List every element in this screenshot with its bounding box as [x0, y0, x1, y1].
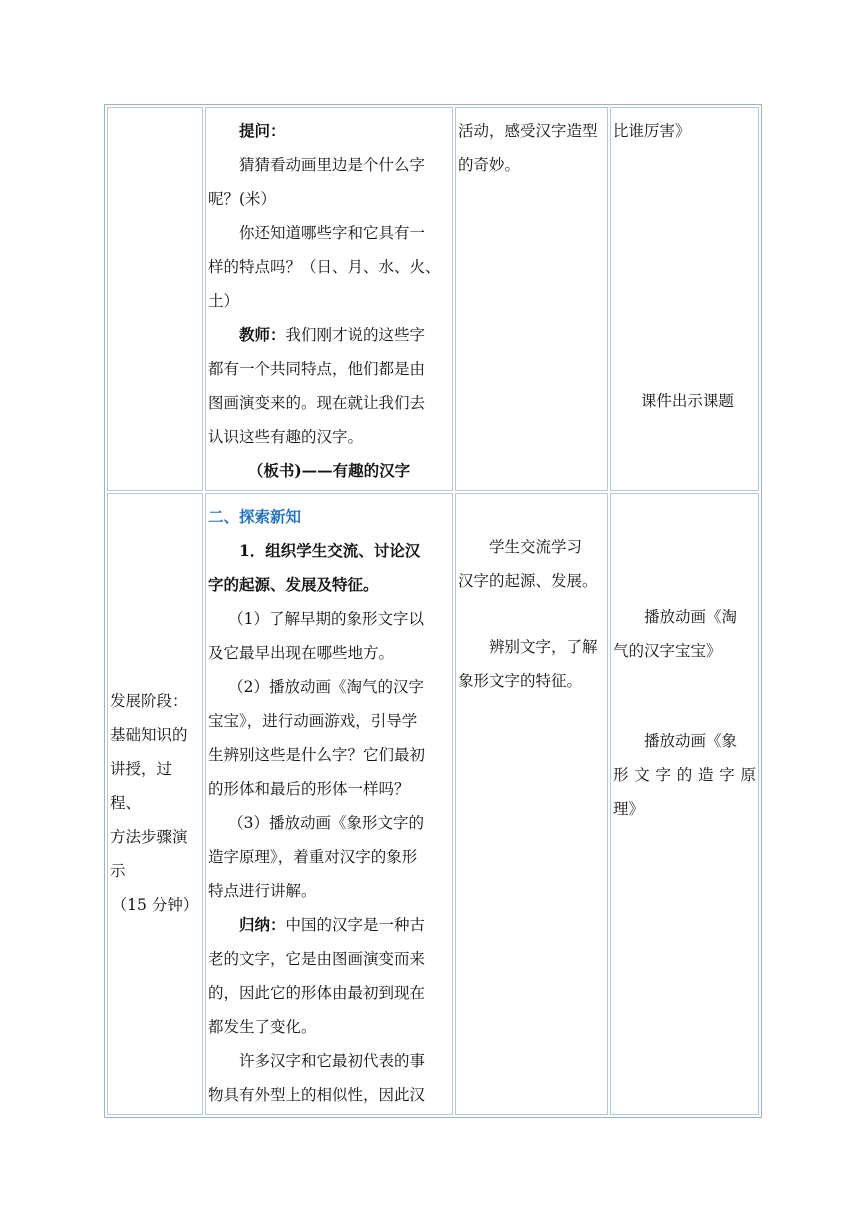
paragraph-text: 特点进行讲解。: [208, 882, 317, 900]
item-heading: 字的起源、发展及特征。: [208, 575, 379, 594]
summary-text: 都发生了变化。: [208, 1018, 317, 1036]
teacher-label: 教师：: [239, 325, 286, 344]
stage-duration: （15 分钟）: [111, 896, 199, 914]
paragraph-text: （3）播放动画《象形文字的: [228, 814, 425, 832]
paragraph-text: 及它最早出现在哪些地方。: [208, 644, 395, 662]
board-title: （板书)——有趣的汉字: [247, 461, 411, 480]
question-text: 样的特点吗？（日、月、水、火、: [208, 258, 441, 276]
media-text: 气的汉字宝宝》: [613, 642, 722, 660]
stage-text: 示: [110, 862, 126, 880]
paragraph-text: 物具有外型上的相似性，因此汉: [208, 1086, 426, 1104]
student-text: 汉字的起源、发展。: [458, 572, 598, 590]
summary-label: 归纳：: [239, 915, 286, 934]
student-text: 活动，感受汉字造型: [458, 122, 598, 140]
table-row: [107, 107, 759, 491]
question-text: 猜猜看动画里边是个什么字: [239, 156, 426, 174]
paragraph-text: 许多汉字和它最初代表的事: [239, 1052, 426, 1070]
teacher-text: 认识这些有趣的汉字。: [208, 428, 364, 446]
paragraph-text: 造字原理》，着重对汉字的象形: [208, 848, 418, 866]
media-text: 形文字的造字原: [613, 766, 756, 784]
spacer: [458, 598, 605, 630]
stage-cell: [107, 493, 203, 1115]
student-activity-cell: [455, 493, 608, 1115]
summary-text: 的，因此它的形体由最初到现在: [208, 984, 426, 1002]
spacer: [458, 500, 605, 530]
paragraph-text: （2）播放动画《淘气的汉字: [228, 678, 425, 696]
teacher-text: 都有一个共同特点，他们都是由: [208, 360, 426, 378]
student-text: 学生交流学习: [489, 538, 583, 556]
teacher-activity-cell: [205, 107, 453, 491]
lesson-plan-table: [104, 104, 762, 1118]
question-heading: 提问：: [239, 121, 286, 140]
item-heading: 1．组织学生交流、讨论汉: [239, 541, 421, 560]
paragraph-text: 生辨别这些是什么字？它们最初: [208, 746, 426, 764]
stage-text: 发展阶段：: [110, 692, 188, 710]
media-text: 比谁厉害》: [613, 122, 691, 140]
paragraph-text: 的形体和最后的形体一样吗？: [208, 780, 410, 798]
spacer: [613, 148, 756, 384]
summary-text: 归纳：中国的汉字是一种古: [239, 915, 426, 934]
student-text: 象形文字的特征。: [458, 672, 583, 690]
stage-cell: [107, 107, 203, 491]
media-cell: [610, 107, 759, 491]
teacher-activity-cell: [205, 493, 453, 1115]
media-text: 播放动画《象: [644, 732, 738, 750]
table-row: [107, 493, 759, 1115]
question-text: 呢？(米）: [208, 190, 277, 208]
student-activity-cell: [455, 107, 608, 491]
question-text: 你还知道哪些字和它具有一: [239, 224, 426, 242]
student-text: 辨别文字，了解: [489, 638, 598, 656]
media-cell: [610, 493, 759, 1115]
spacer: [613, 668, 756, 724]
question-text: 土）: [208, 292, 240, 310]
teacher-text: 教师：我们刚才说的这些字: [239, 325, 426, 344]
student-text: 的奇妙。: [458, 156, 521, 174]
media-text: 播放动画《淘: [644, 608, 738, 626]
paragraph-text: （1）了解早期的象形文字以: [228, 610, 425, 628]
teacher-text: 图画演变来的。现在就让我们去: [208, 394, 426, 412]
stage-text: 方法步骤演: [110, 828, 188, 846]
spacer: [613, 568, 756, 600]
summary-text: 老的文字，它是由图画演变而来: [208, 950, 426, 968]
media-text: 理》: [613, 800, 645, 818]
section-title: 二、探索新知: [208, 507, 302, 526]
media-text: 课件出示课题: [640, 392, 734, 410]
stage-text: 基础知识的: [110, 726, 188, 744]
paragraph-text: 宝宝》，进行动画游戏，引导学: [208, 712, 418, 730]
stage-text: 讲授，过程、: [110, 760, 173, 812]
spacer: [613, 500, 756, 568]
